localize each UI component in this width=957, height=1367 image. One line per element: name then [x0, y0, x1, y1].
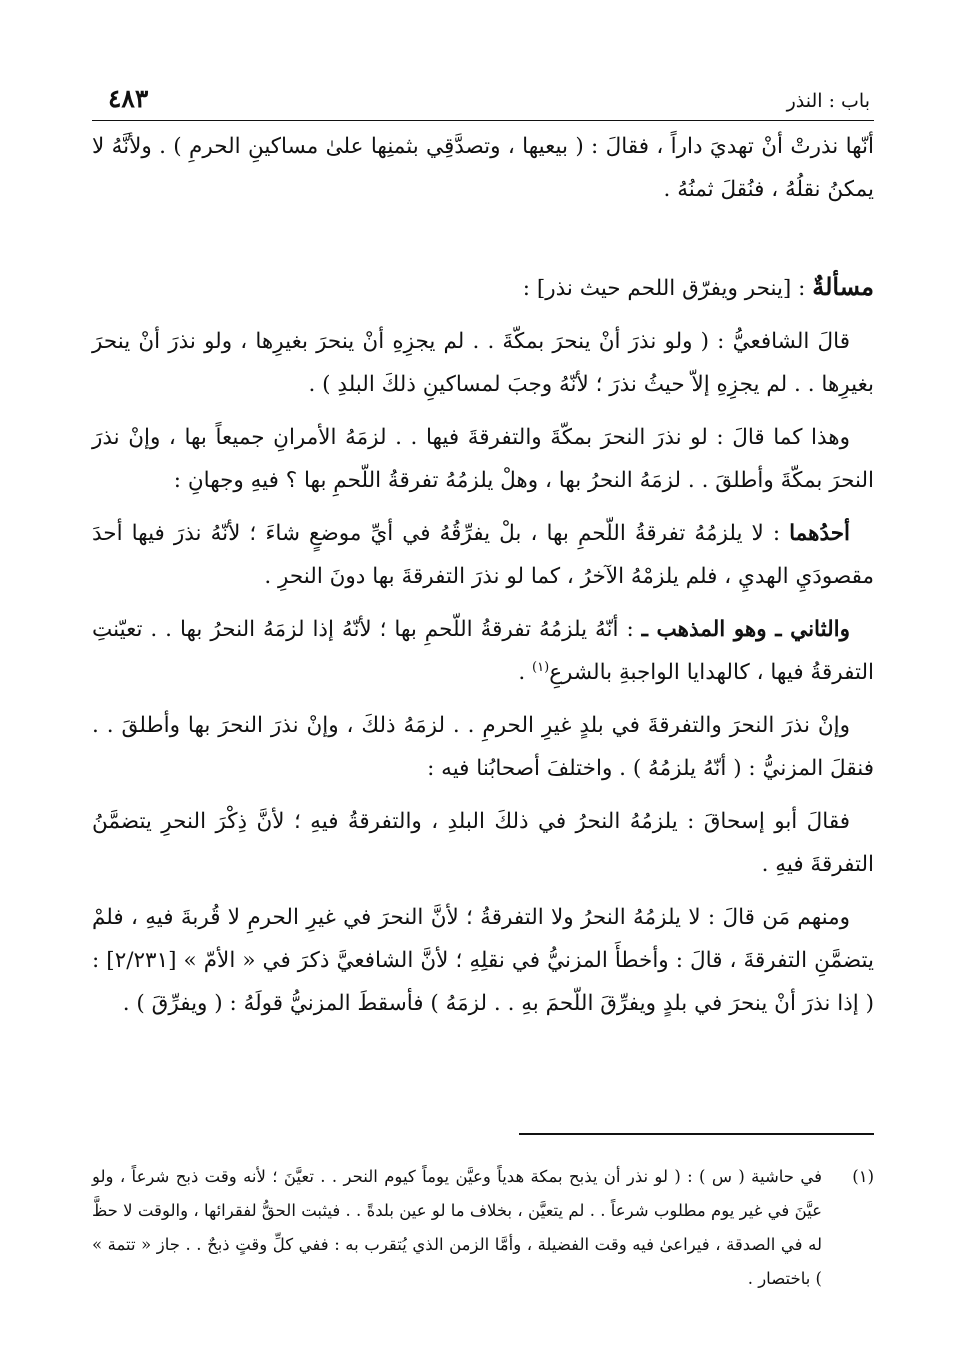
chapter-title: باب : النذر — [786, 90, 870, 112]
paragraph-text: قالَ الشافعيُّ : ( ولو نذرَ أنْ ينحرَ بمكّةَ . . لم يجزِهِ أنْ ينحرَ بغيرِها ، ولو نذرَ أنْ ينحرَ بغيرِها . . لم يجزِهِ إلاّ حيثُ نذرَ ؛ لأنّهُ وجبَ لمساكينِ ذلكَ البلدِ ) . — [92, 329, 874, 397]
paragraph-text: : أنّهُ يلزمُهُ تفرقةُ اللّحمِ بها ؛ لأنّهُ إذا لزمَهُ النحرُ بها . . تعيّنتِ التفرقةُ فيها ، كالهدايا الواجبةِ بالشرعِ — [92, 617, 874, 685]
section-title: : [ينحر ويفرّق اللحم حيث نذر] : — [522, 276, 813, 301]
book-page — [92, 78, 874, 1338]
footnote-text: في حاشية ( س ) : ( لو نذر أن يذبح بمكة هدياً وعيَّن يوماً كيوم النحر . . تعيَّنَ ؛ لأنه وقت ذبح شرعاً ، ولو عيَّنَ في غير يوم مطلوب شرعاً . . لم يتعيَّن ، بخلاف ما لو عين بلدةً . . فيثبت الحقُّ لفقرائها ، والوقت لا حظَّ له في الصدقة ، فيراعىٰ فيه وقت الفضيلة ، وأمَّا الزمن الذي يُتقرب به : ففي كلِّ وقتٍ ذبحٌ . . جاز « تتمة » ) باختصار . — [92, 1167, 822, 1288]
paragraph-3 — [92, 512, 874, 598]
paragraph-text: وهذا كما قالَ : لو نذرَ النحرَ بمكّةَ والتفرقةَ فيها . . لزمَهُ الأمرانِ جميعاً بها ، وإنْ نذرَ النحرَ بمكّةَ وأطلقَ . . لزمَهُ النحرُ بها ، وهلْ يلزمُهُ تفرقةُ اللّحمِ بها ؟ فيهِ وجهانِ : — [92, 425, 874, 493]
intro-paragraph: أنّها نذرتْ أنْ تهديَ داراً ، فقالَ : ( بيعيها ، وتصدَّقِي بثمنِها علىٰ مساكينِ الحرمِ ) . ولأنَّهُ لا يمكنُ نقلُهُ ، فنُقلَ ثمنُهُ . — [92, 134, 874, 202]
paragraph-2 — [92, 416, 874, 502]
paragraph-text: ومنهم مَن قالَ : لا يلزمُهُ النحرُ ولا التفرقةُ ؛ لأنَّ النحرَ في غيرِ الحرمِ لا قُربةَ فيهِ ، فلمْ يتضمَّنِ التفرقةَ ، قالَ : وأخطأَ المزنيُّ في نقلِهِ ؛ لأنَّ الشافعيَّ ذكرَ في « الأمّ » [٢/٢٣١] : ( إذا نذرَ أنْ ينحرَ في بلدٍ ويفرِّقَ اللّحمَ بهِ . . لزمَهُ ) فأسقطَ المزنيُّ قولَهُ : ( ويفرِّقَ ) . — [92, 905, 874, 1016]
section-label: مسألةٌ — [812, 272, 874, 301]
paragraph-7 — [92, 896, 874, 1025]
footnote-number: (١) — [852, 1167, 874, 1186]
paragraph-text: : لا يلزمُهُ تفرقةُ اللّحمِ بها ، بلْ يفرِّقُهُ في أيِّ موضعٍ شاءَ ؛ لأنّهُ نذرَ فيها أحدَ مقصودَيِ الهديِ ، فلم يلزمْهُ الآخرُ ، كما لو نذرَ التفرقةَ بها دونَ النحرِ . — [92, 521, 874, 589]
paragraph-text: وإنْ نذرَ النحرَ والتفرقةَ في بلدٍ غيرِ الحرمِ . . لزمَهُ ذلكَ ، وإنْ نذرَ النحرَ بها وأطلقَ . . فنقلَ المزنيُّ : ( أنّهُ يلزمُهُ ) . واختلفَ أصحابُنا فيه : — [92, 713, 874, 781]
paragraph-tail: . — [518, 660, 533, 685]
paragraph-5 — [92, 704, 874, 790]
footnote — [92, 1160, 874, 1296]
section-heading — [92, 265, 874, 310]
page-header — [92, 78, 874, 121]
page-number: ٤٨٣ — [108, 84, 149, 113]
page-body — [92, 125, 874, 1025]
footnote-ref[interactable]: (١) — [532, 659, 550, 675]
paragraph-6 — [92, 800, 874, 886]
paragraph-text: فقالَ أبو إسحاقَ : يلزمُهُ النحرُ في ذلكَ البلدِ ، والتفرقةُ فيهِ ؛ لأنَّ ذِكْرَ النحرِ يتضمَّنُ التفرقةَ فيهِ . — [92, 809, 874, 877]
paragraph-1 — [92, 320, 874, 406]
paragraph-4 — [92, 608, 874, 694]
footnote-divider — [519, 1133, 874, 1135]
paragraph-lead: والثاني ـ وهو المذهب ـ — [641, 617, 850, 642]
paragraph-lead: أحدُهما — [789, 521, 850, 546]
